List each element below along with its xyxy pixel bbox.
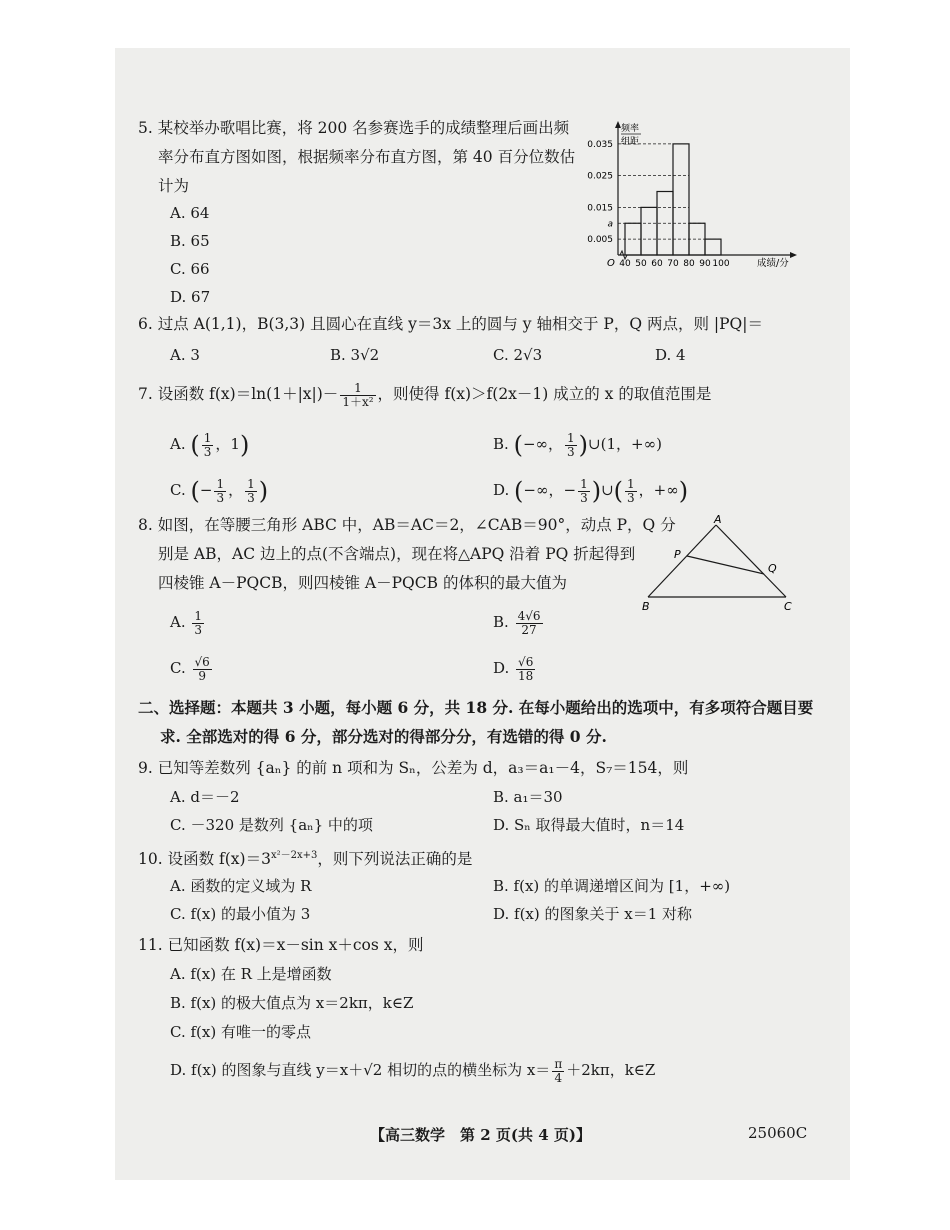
edge-ac <box>716 525 786 597</box>
q7-option-b: B. (−∞， $\frac{1}{3}$ )∪(1，+∞) <box>493 430 662 459</box>
q10-option-d: D. f(x) 的图象关于 x＝1 对称 <box>493 905 693 923</box>
histogram-bar-50-60 <box>641 207 657 255</box>
q8-line3: 四棱锥 A－PQCB，则四棱锥 A－PQCB 的体积的最大值为 <box>158 574 567 592</box>
origin-label: O <box>607 258 615 269</box>
q5-option-a: A. 64 <box>170 204 210 222</box>
q6-option-a: A. 3 <box>170 346 200 364</box>
q8-line1: 8. 如图，在等腰三角形 ABC 中，AB＝AC＝2，∠CAB＝90°，动点 P，Q 分 <box>138 516 676 534</box>
q8-line2: 别是 AB，AC 边上的点(不含端点)，现在将△APQ 沿着 PQ 折起得到 <box>158 545 636 563</box>
q7-option-d: D. (−∞，− $\frac{1}{3}$ )∪( $\frac{1}{3}$ ，+∞) <box>493 476 689 505</box>
y-label-bottom: 组距 <box>621 137 640 147</box>
q8-option-d: D. $\frac{√6}{18}$ <box>493 654 534 683</box>
q8-option-c: C. $\frac{√6}{9}$ <box>170 654 210 683</box>
x-axis-label: 成绩/分 <box>757 258 789 269</box>
q5-option-c: C. 66 <box>170 260 210 278</box>
x-tick-label-60: 60 <box>651 259 663 269</box>
exam-code: 25060C <box>748 1124 808 1142</box>
q6-option-d: D. 4 <box>655 346 686 364</box>
q10-option-a: A. 函数的定义域为 R <box>170 877 312 895</box>
q6-option-b: B. 3√2 <box>330 346 380 364</box>
q5-line3: 计为 <box>158 177 190 195</box>
section2-line1: 二、选择题：本题共 3 小题，每小题 6 分，共 18 分. 在每小题给出的选项中，有多项符合题目要 <box>138 698 814 717</box>
q7-stem-end: ，则使得 f(x)＞f(2x－1) 成立的 x 的取值范围是 <box>377 385 712 403</box>
q8-option-a: A. $\frac{1}{3}$ <box>170 608 203 637</box>
q10-option-b: B. f(x) 的单调递增区间为 [1，+∞) <box>493 877 731 895</box>
q9-option-c: C. －320 是数列 {aₙ} 中的项 <box>170 816 373 834</box>
histogram-bar-90-100 <box>705 239 721 255</box>
q7-option-a: A. ( $\frac{1}{3}$ ，1) <box>170 430 250 459</box>
y-tick-label-4: 0.005 <box>587 235 613 246</box>
q7-fraction: $\frac{1}{\text{1＋x²}}$ <box>342 380 374 409</box>
vertex-a: A <box>714 513 722 526</box>
histogram-bar-80-90 <box>689 223 705 255</box>
q6-stem: 6. 过点 A(1,1)，B(3,3) 且圆心在直线 y＝3x 上的圆与 y 轴相交于 P，Q 两点，则 |PQ|＝ <box>138 315 763 333</box>
section2-line2: 求. 全部选对的得 6 分，部分选对的得部分分，有选错的得 0 分. <box>160 727 607 746</box>
q9-option-d: D. Sₙ 取得最大值时，n＝14 <box>493 816 685 834</box>
triangle-figure <box>636 510 806 615</box>
x-axis-arrow <box>790 252 797 258</box>
x-tick-label-100: 100 <box>712 259 730 269</box>
q9-stem: 9. 已知等差数列 {aₙ} 的前 n 项和为 Sₙ，公差为 d，a₃＝a₁－4，S₇＝154，则 <box>138 759 689 777</box>
q10-option-c: C. f(x) 的最小值为 3 <box>170 905 311 923</box>
x-tick-label-80: 80 <box>683 259 695 269</box>
q6-option-c: C. 2√3 <box>493 346 543 364</box>
q9-option-b: B. a₁＝30 <box>493 788 563 806</box>
x-tick-label-70: 70 <box>667 259 679 269</box>
q7-stem-start: 7. 设函数 f(x)＝ln(1＋|x|)－ <box>138 385 339 403</box>
point-q: Q <box>768 562 777 575</box>
q5-line2: 率分布直方图如图，根据频率分布直方图，第 40 百分位数估 <box>158 148 576 166</box>
q5-option-d: D. 67 <box>170 288 211 306</box>
y-tick-label-2: 0.015 <box>587 203 613 214</box>
q11-option-d: D. f(x) 的图象与直线 y＝x＋√2 相切的点的横坐标为 x＝ $\frac{\pi}{4}$ ＋2kπ，k∈Z <box>170 1056 656 1085</box>
vertex-c: C <box>784 600 792 613</box>
page-footer: 【高三数学 第 2 页(共 4 页)】 <box>370 1126 591 1144</box>
q10-exponent: x²－2x+3 <box>270 850 318 861</box>
y-tick-label-0: 0.035 <box>587 139 613 150</box>
x-tick-label-90: 90 <box>699 259 711 269</box>
y-tick-label-3: a <box>607 219 613 230</box>
q7-option-c: C. (− $\frac{1}{3}$ ， $\frac{1}{3}$ ) <box>170 476 269 505</box>
q11-option-b: B. f(x) 的极大值点为 x＝2kπ，k∈Z <box>170 994 414 1012</box>
q10-stem: 10. 设函数 $f(x)=3^{x^2-2x+3}$，则下列说法正确的是 <box>138 850 473 869</box>
q5-option-b: B. 65 <box>170 232 210 250</box>
q7-stem <box>138 378 711 410</box>
y-tick-label-1: 0.025 <box>587 171 613 182</box>
q8-option-b: B. $\frac{4√6}{27}$ <box>493 608 541 637</box>
q11-option-c: C. f(x) 有唯一的零点 <box>170 1023 311 1041</box>
segment-pq <box>687 556 764 574</box>
frequency-histogram <box>585 118 805 278</box>
vertex-b: B <box>642 600 650 613</box>
x-tick-label-40: 40 <box>619 259 631 269</box>
q5-line1: 5. 某校举办歌唱比赛，将 200 名参赛选手的成绩整理后画出频 <box>138 119 570 137</box>
q11-option-a: A. f(x) 在 R 上是增函数 <box>170 965 332 983</box>
y-label-top: 频率 <box>621 124 640 134</box>
x-tick-label-50: 50 <box>635 259 647 269</box>
histogram-bar-70-80 <box>673 144 689 255</box>
q11-stem: 11. 已知函数 f(x)＝x－sin x＋cos x，则 <box>138 936 424 954</box>
q9-option-a: A. d＝－2 <box>170 788 240 806</box>
point-p: P <box>674 548 681 561</box>
